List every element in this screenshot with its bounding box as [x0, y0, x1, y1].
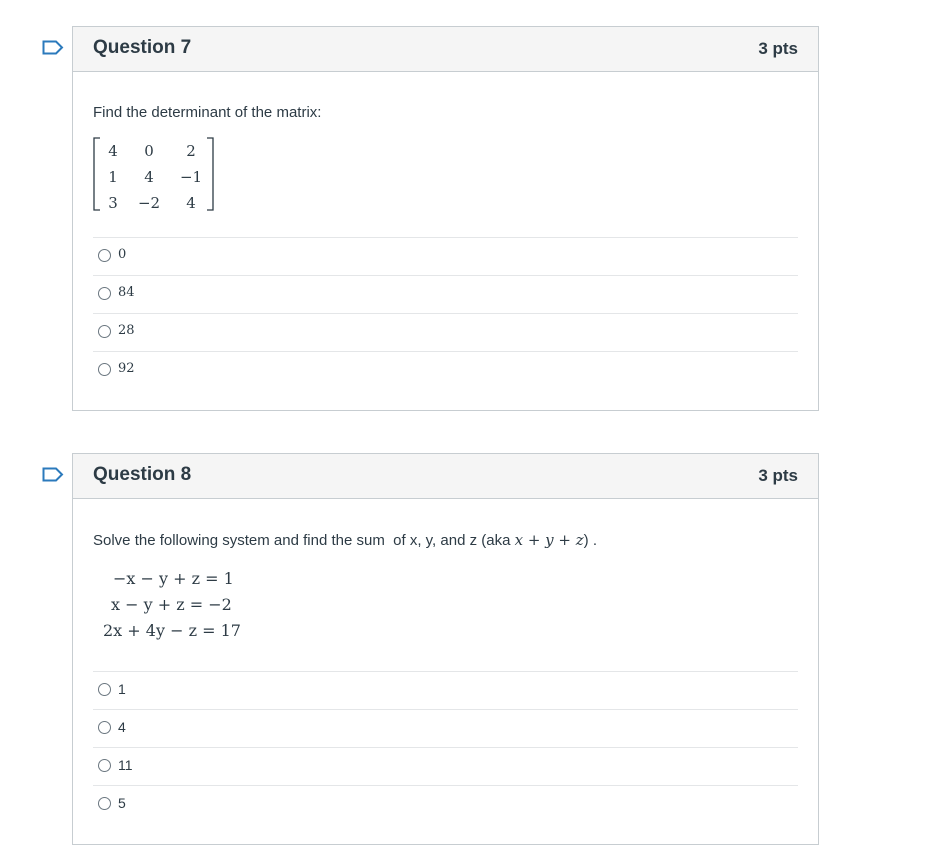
matrix-cell: 2 [186, 142, 196, 160]
matrix-cell: 0 [144, 142, 154, 160]
answer-label: 92 [118, 361, 135, 376]
answer-option[interactable] [93, 747, 798, 785]
answer-label: 1 [118, 681, 126, 697]
question-header [73, 454, 818, 499]
question-title: Question 8 [93, 464, 192, 485]
answer-option[interactable] [93, 709, 798, 747]
bookmark-flag-icon[interactable] [42, 40, 64, 55]
question-points: 3 pts [758, 39, 798, 58]
answer-label: 0 [118, 247, 127, 262]
answer-list [93, 237, 798, 389]
question-prompt [93, 531, 597, 549]
equation: x − y + z = −2 [111, 595, 232, 614]
equation: 2x + 4y − z = 17 [103, 621, 241, 640]
matrix [93, 136, 218, 212]
matrix-cell: 4 [186, 194, 196, 212]
answer-option[interactable] [93, 275, 798, 313]
question-header [73, 27, 818, 72]
question-title: Question 7 [93, 37, 192, 58]
radio-circle-icon[interactable] [98, 325, 111, 338]
question-7-card [72, 26, 819, 411]
question-8-card [72, 453, 819, 845]
prompt-math: x + y + z [514, 531, 584, 549]
radio-circle-icon[interactable] [98, 249, 111, 262]
bookmark-flag-icon[interactable] [42, 467, 64, 482]
radio-circle-icon[interactable] [98, 759, 111, 772]
answer-label: 28 [118, 323, 135, 338]
question-points: 3 pts [758, 466, 798, 485]
answer-label: 4 [118, 719, 126, 735]
answer-option[interactable] [93, 785, 798, 823]
radio-circle-icon[interactable] [98, 363, 111, 376]
matrix-cell: 4 [144, 168, 154, 186]
answer-label: 5 [118, 795, 126, 811]
radio-circle-icon[interactable] [98, 797, 111, 810]
radio-circle-icon[interactable] [98, 721, 111, 734]
matrix-cell: 4 [108, 142, 118, 160]
answer-option[interactable] [93, 237, 798, 275]
radio-circle-icon[interactable] [98, 287, 111, 300]
answer-option[interactable] [93, 313, 798, 351]
matrix-cell: −2 [137, 194, 161, 212]
prompt-end: ) . [583, 532, 597, 549]
matrix-cell: 3 [108, 194, 118, 212]
radio-circle-icon[interactable] [98, 683, 111, 696]
answer-list [93, 671, 798, 823]
question-prompt: Find the determinant of the matrix: [93, 104, 322, 121]
answer-option[interactable] [93, 671, 798, 709]
equation: −x − y + z = 1 [113, 569, 234, 588]
prompt-text: Solve the following system and find the sum of x, y, and z (aka [93, 532, 515, 549]
matrix-cell: −1 [179, 168, 203, 186]
answer-label: 84 [118, 285, 135, 300]
answer-option[interactable] [93, 351, 798, 389]
answer-label: 11 [118, 757, 133, 773]
matrix-cell: 1 [108, 168, 118, 186]
